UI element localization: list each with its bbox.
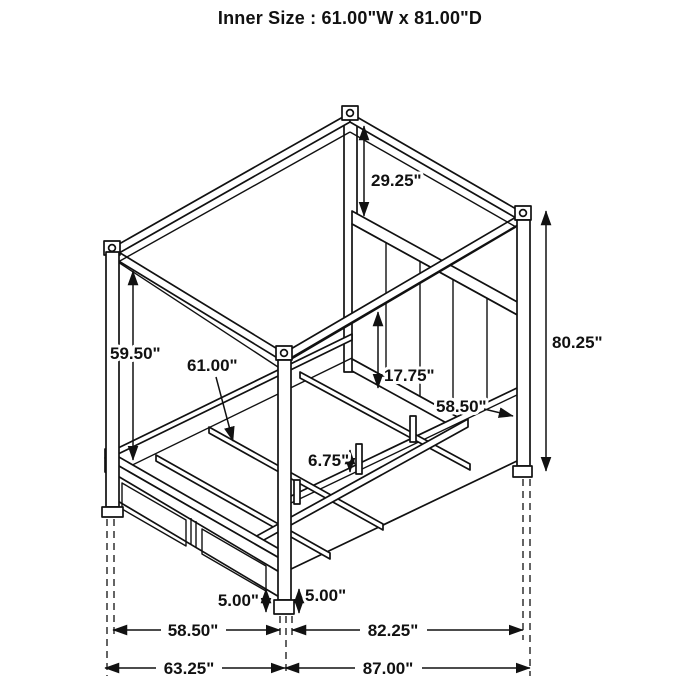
dim-slat-length: 61.00"	[187, 356, 238, 375]
dim-headboard-panel: 17.75"	[384, 366, 435, 385]
dim-overall-width: 63.25"	[163, 659, 215, 678]
dim-canopy-clearance: 59.50"	[110, 344, 161, 363]
dim-post-height: 80.25"	[552, 333, 603, 352]
dim-canopy-to-headboard: 29.25"	[371, 171, 422, 190]
post-front-left	[102, 252, 123, 517]
dim-head-rail-width: 58.50"	[436, 397, 487, 416]
support-leg	[294, 480, 300, 504]
support-leg	[356, 444, 362, 474]
dim-rail-clearance: 5.00"	[305, 586, 347, 605]
dim-footboard-clearance: 5.00"	[217, 591, 259, 610]
dim-footboard-width: 58.50"	[167, 621, 219, 640]
dim-support-leg: 6.75"	[308, 451, 350, 470]
page-title: Inner Size : 61.00"W x 81.00"D	[217, 8, 483, 28]
dim-side-rail-length: 82.25"	[367, 621, 419, 640]
footboard-drawers	[105, 449, 281, 598]
support-leg	[410, 416, 416, 442]
dim-overall-depth: 87.00"	[362, 659, 414, 678]
